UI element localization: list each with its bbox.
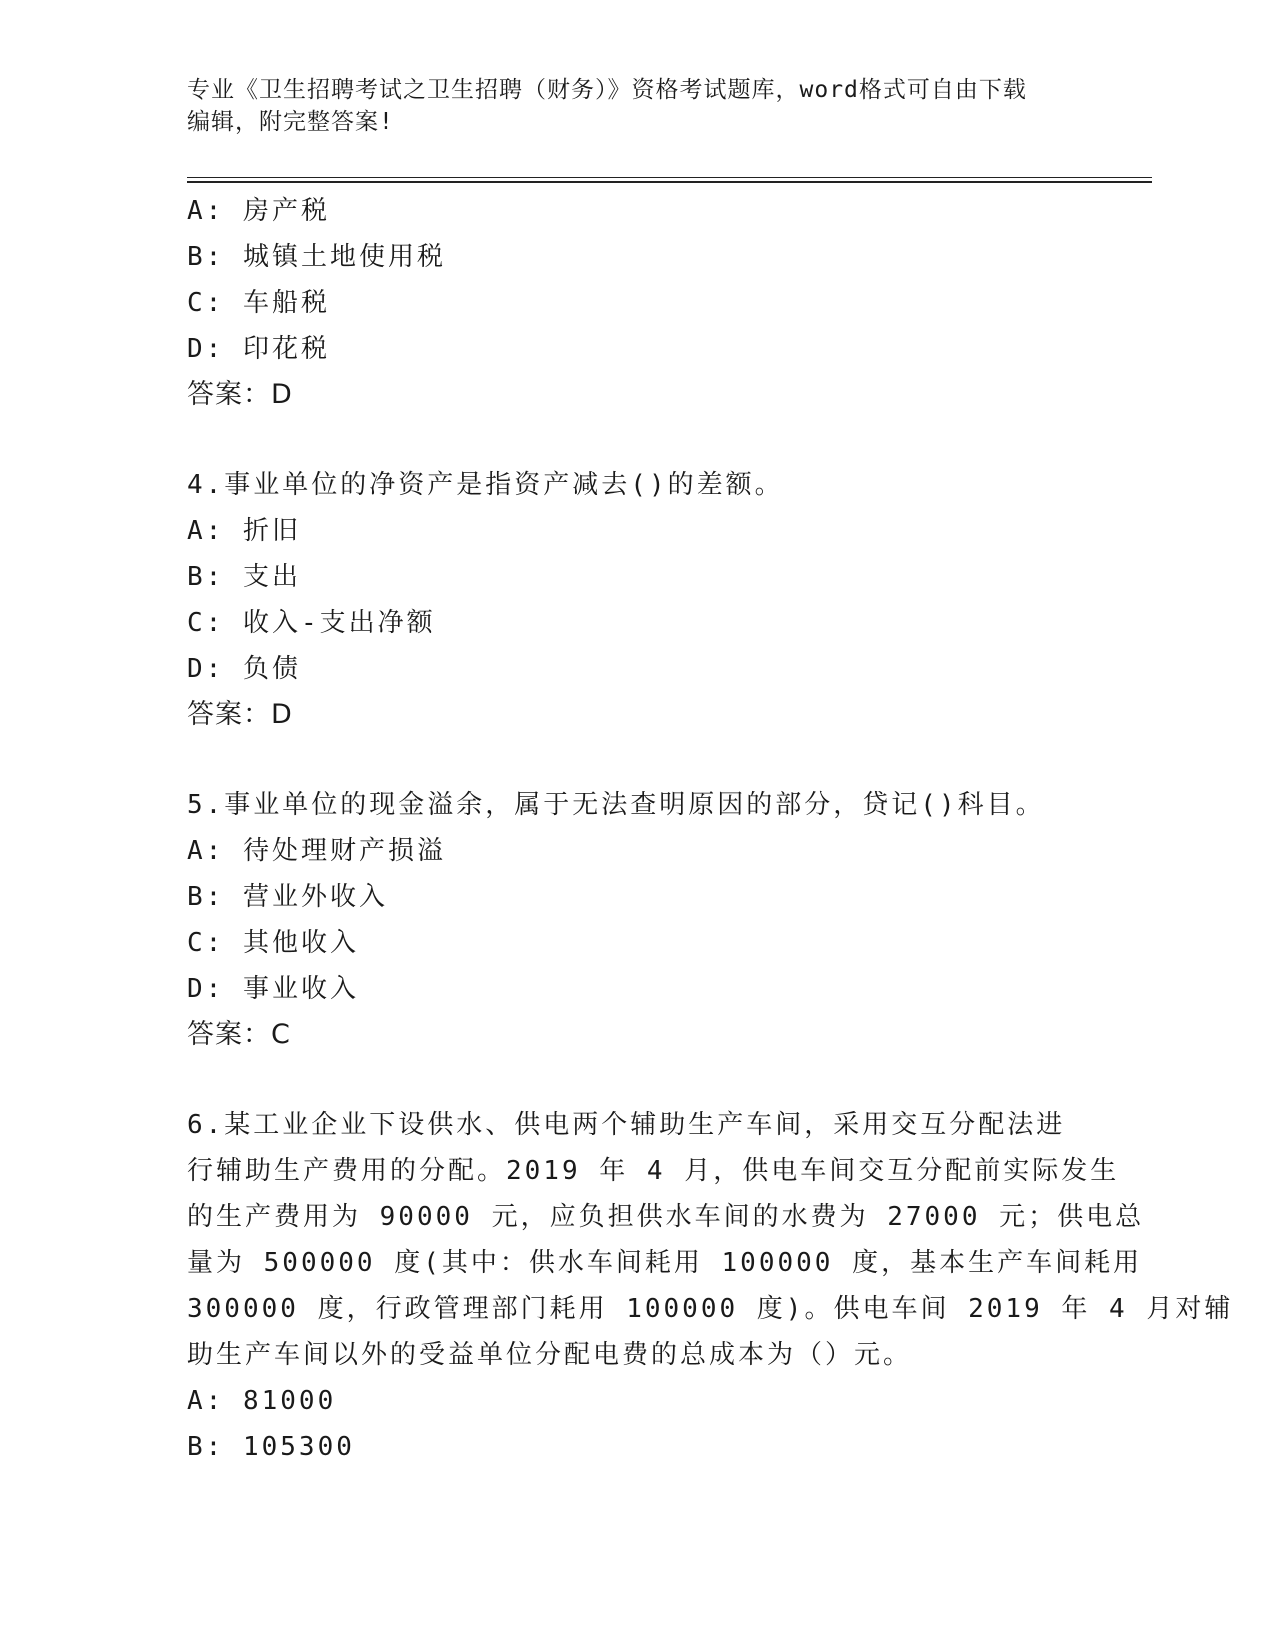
question-stem: 5.事业单位的现金溢余，属于无法查明原因的部分，贷记()科目。 (187, 790, 1045, 820)
option-a: A: 待处理财产损溢 (187, 836, 446, 866)
spacer (187, 738, 1087, 782)
spacer (187, 418, 1087, 462)
option-c: C: 收入-支出净额 (187, 608, 436, 638)
question-stem-line: 的生产费用为 90000 元，应负担供水车间的水费为 27000 元；供电总 (187, 1202, 1145, 1232)
option-c: C: 其他收入 (187, 928, 359, 958)
question-stem-line: 行辅助生产费用的分配。2019 年 4 月，供电车间交互分配前实际发生 (187, 1156, 1120, 1186)
question-6 (187, 1102, 1234, 1470)
option-a: A: 81000 (187, 1386, 337, 1416)
option-b: B: 支出 (187, 562, 301, 592)
header-divider-thin (187, 177, 1152, 178)
answer: 答案：C (187, 1019, 291, 1050)
question-stem-line: 300000 度，行政管理部门耗用 100000 度)。供电车间 2019 年 4 月对辅 (187, 1294, 1234, 1324)
header-divider-thick (187, 181, 1152, 183)
option-a: A: 折旧 (187, 516, 301, 546)
question-3 (187, 188, 1087, 418)
answer: 答案：D (187, 699, 293, 730)
option-c: C: 车船税 (187, 288, 330, 318)
header-line-1: 专业《卫生招聘考试之卫生招聘（财务）》资格考试题库，word格式可自由下载 (187, 77, 1027, 103)
spacer (187, 1058, 1087, 1102)
question-stem-line: 6.某工业企业下设供水、供电两个辅助生产车间，采用交互分配法进 (187, 1110, 1066, 1140)
question-stem-line: 助生产车间以外的受益单位分配电费的总成本为（）元。 (187, 1340, 913, 1370)
option-b: B: 城镇土地使用税 (187, 242, 446, 272)
option-b: B: 105300 (187, 1432, 355, 1462)
option-d: D: 事业收入 (187, 974, 359, 1004)
question-content (187, 188, 1234, 1470)
answer: 答案：D (187, 379, 293, 410)
option-b: B: 营业外收入 (187, 882, 388, 912)
question-4 (187, 462, 1087, 738)
question-5 (187, 782, 1087, 1058)
option-a: A: 房产税 (187, 196, 330, 226)
option-d: D: 负债 (187, 654, 301, 684)
question-stem-line: 量为 500000 度(其中：供水车间耗用 100000 度，基本生产车间耗用 (187, 1248, 1143, 1278)
option-d: D: 印花税 (187, 334, 330, 364)
document-header (187, 74, 1067, 138)
header-line-2: 编辑，附完整答案! (187, 109, 394, 135)
question-stem: 4.事业单位的净资产是指资产减去()的差额。 (187, 470, 784, 500)
